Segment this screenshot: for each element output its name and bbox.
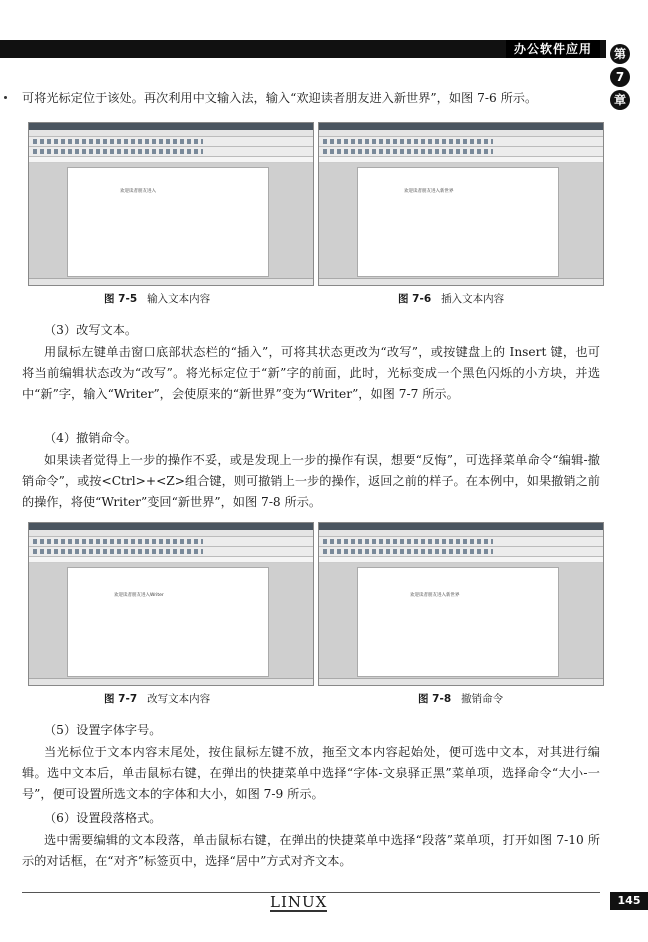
window-titlebar — [319, 523, 603, 530]
status-bar — [29, 678, 313, 685]
window-titlebar — [319, 123, 603, 130]
figure-screenshot — [318, 522, 604, 686]
figure-title: 改写文本内容 — [147, 693, 211, 705]
figure-caption — [398, 291, 504, 306]
status-bar — [319, 678, 603, 685]
document-area — [319, 163, 603, 279]
paragraph: 当光标位于文本内容末尾处，按住鼠标左键不放，拖至文本内容起始处，便可选中文本，对其进行编辑。选中文本后，单击鼠标右键，在弹出的快捷菜单中选择“字体-文泉驿正黑”菜单项，选择命令“大小-一号”，便可设置所选文本的字体和大小，如图 7-9 所示。 — [22, 745, 600, 801]
document-area — [29, 563, 313, 679]
document-text: 欢迎读者朋友进入新世界 — [404, 189, 454, 194]
menu-bar — [29, 130, 313, 137]
figure-screenshot — [28, 522, 314, 686]
section-label: 办公软件应用 — [506, 40, 600, 58]
document-page — [357, 567, 559, 677]
format-toolbar — [29, 147, 313, 157]
menu-bar — [319, 530, 603, 537]
figure-caption — [104, 291, 210, 306]
menu-bar — [319, 130, 603, 137]
figure-number: 图 7-6 — [398, 293, 432, 305]
document-area — [29, 163, 313, 279]
subheading: （4）撤销命令。 — [44, 431, 138, 445]
footer-logo: LINUX — [270, 893, 328, 911]
format-toolbar — [29, 547, 313, 557]
toolbar — [29, 137, 313, 147]
figure-caption — [104, 691, 210, 706]
document-text: 欢迎读者朋友进入新世界 — [410, 593, 460, 598]
document-page — [67, 167, 269, 277]
chapter-char: 章 — [610, 90, 630, 110]
document-area — [319, 563, 603, 679]
figure-screenshot — [28, 122, 314, 286]
chapter-marker — [610, 44, 632, 113]
document-page — [357, 167, 559, 277]
figure-number: 图 7-7 — [104, 693, 138, 705]
document-page — [67, 567, 269, 677]
format-toolbar — [319, 147, 603, 157]
toolbar — [319, 137, 603, 147]
page-number: 145 — [610, 892, 648, 910]
toolbar — [29, 537, 313, 547]
figure-title: 输入文本内容 — [147, 293, 211, 305]
window-titlebar — [29, 123, 313, 130]
status-bar — [319, 278, 603, 285]
status-bar — [29, 278, 313, 285]
menu-bar — [29, 530, 313, 537]
figure-title: 撤销命令 — [461, 693, 504, 705]
figure-number: 图 7-8 — [418, 693, 452, 705]
figure-number: 图 7-5 — [104, 293, 138, 305]
subheading: （5）设置字体字号。 — [44, 723, 162, 737]
paragraph: 用鼠标左键单击窗口底部状态栏的“插入”，可将其状态更改为“改写”，或按键盘上的 Insert 键，也可将当前编辑状态改为“改写”。将光标定位于“新”字的前面，此时，光标变成一个黑色闪烁的小方块，并选中“新”字，输入“Writer”，会使原来的“新世界”变为“Writer”，如图 7-7 所示。 — [22, 345, 600, 401]
document-text: 欢迎读者朋友进入 — [120, 189, 156, 194]
paragraph: 如果读者觉得上一步的操作不妥，或是发现上一步的操作有误，想要“反悔”，可选择菜单命令“编辑-撤销命令”，或按<Ctrl>+<Z>组合键，则可撤销上一步的操作，返回之前的样子。在本例中，如果撤销之前的操作，将使“Writer”变回“新世界”，如图 7-8 所示。 — [22, 453, 600, 509]
subheading: （6）设置段落格式。 — [44, 811, 162, 825]
margin-dot — [4, 96, 7, 99]
format-toolbar — [319, 547, 603, 557]
window-titlebar — [29, 523, 313, 530]
chapter-char: 7 — [610, 67, 630, 87]
figure-caption — [418, 691, 503, 706]
figure-title: 插入文本内容 — [441, 293, 505, 305]
toolbar — [319, 537, 603, 547]
paragraph: 可将光标定位于该处。再次利用中文输入法，输入“欢迎读者朋友进入新世界”，如图 7-6 所示。 — [22, 91, 538, 105]
figure-screenshot — [318, 122, 604, 286]
subheading: （3）改写文本。 — [44, 323, 138, 337]
document-text: 欢迎读者朋友进入Writer — [114, 593, 164, 598]
chapter-char: 第 — [610, 44, 630, 64]
paragraph: 选中需要编辑的文本段落，单击鼠标右键，在弹出的快捷菜单中选择“段落”菜单项，打开如图 7-10 所示的对话框，在“对齐”标签页中，选择“居中”方式对齐文本。 — [22, 833, 600, 868]
